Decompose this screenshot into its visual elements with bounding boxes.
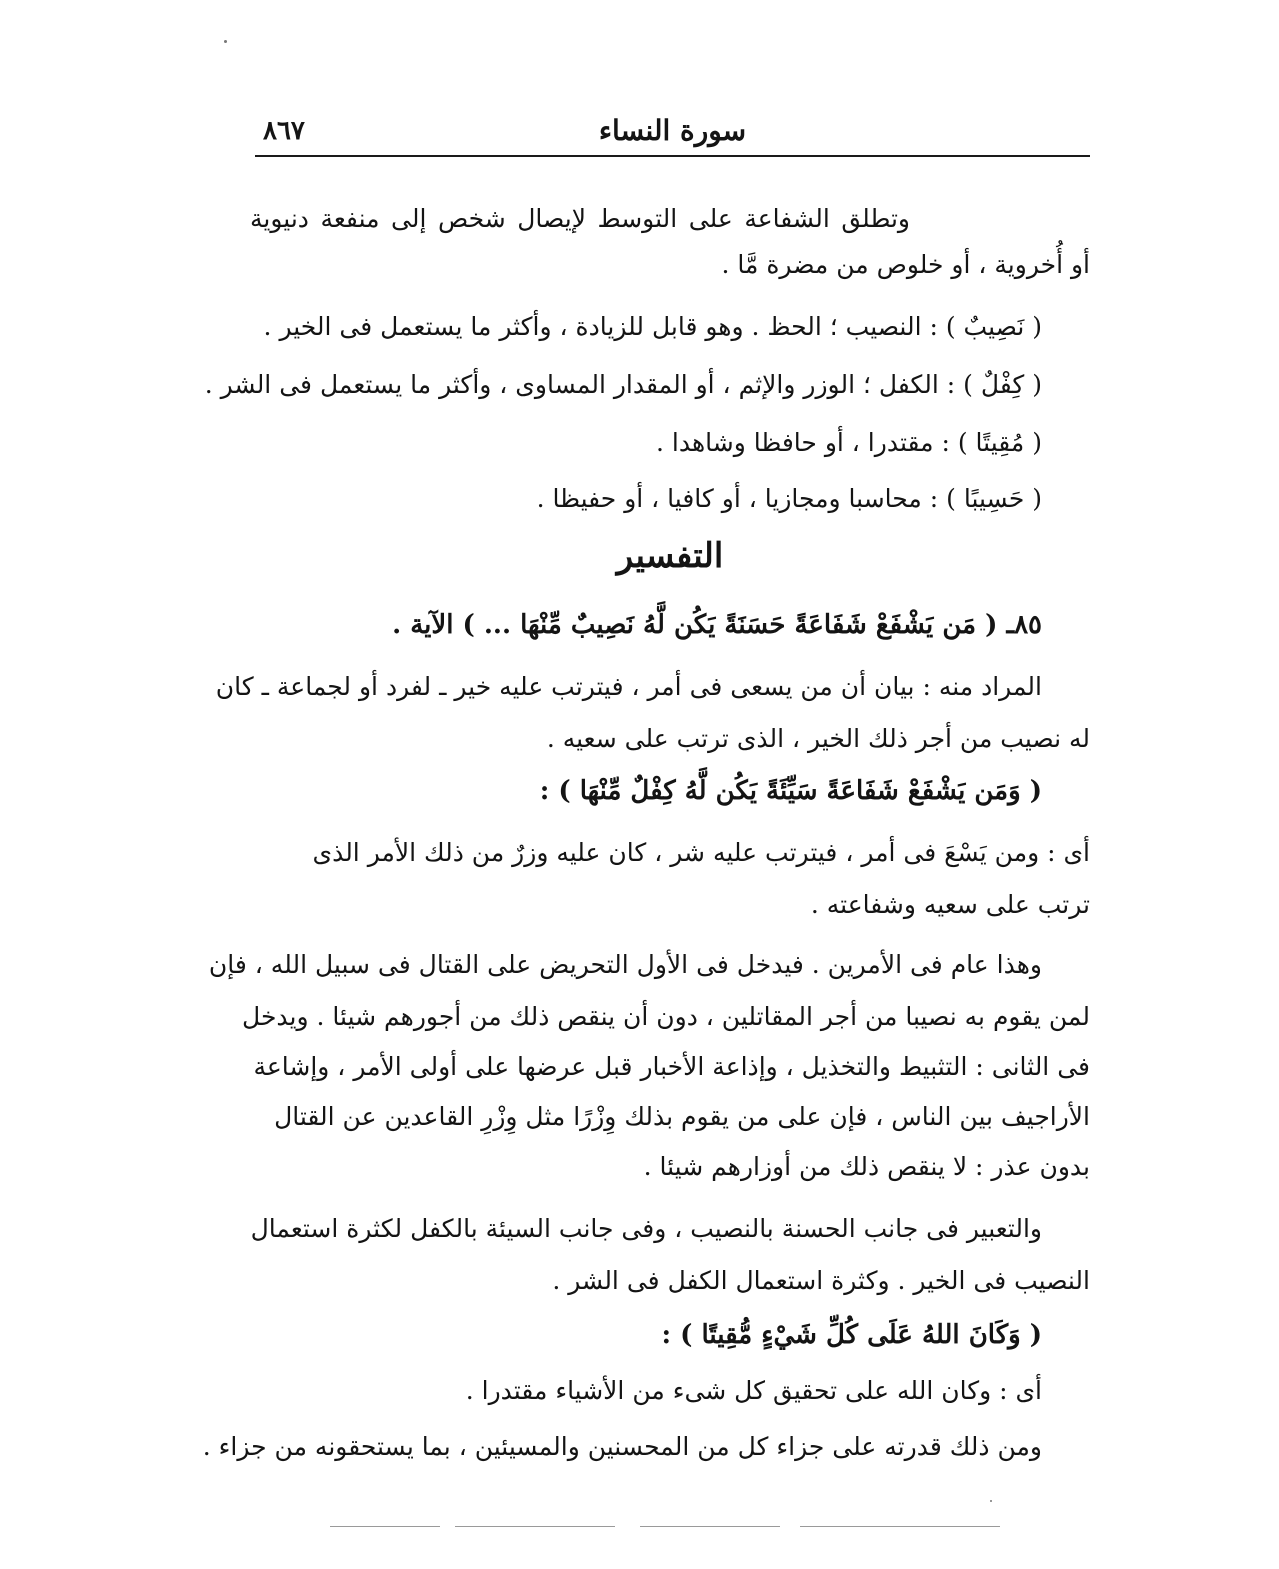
header-rule: [255, 155, 1090, 157]
definition-kifl: ( كِفْلٌ ) : الكفل ؛ الوزر والإثم ، أو المقدار المساوى ، وأكثر ما يستعمل فى الشر .: [204, 370, 1042, 399]
definition-muqit: ( مُقِيتًا ) : مقتدرا ، أو حافظا وشاهدا .: [656, 428, 1042, 457]
paragraph-6-line-1: ومن ذلك قدرته على جزاء كل من المحسنين والمسيئين ، بما يستحقونه من جزاء .: [202, 1432, 1042, 1461]
paragraph-4-line-1: والتعبير فى جانب الحسنة بالنصيب ، وفى جانب السيئة بالكفل لكثرة استعمال: [250, 1214, 1042, 1243]
verse-muqit: ( وَكَانَ اللهُ عَلَى كُلِّ شَيْءٍ مُّقِيتًا ) :: [661, 1320, 1042, 1350]
scan-speck: [990, 1500, 992, 1502]
page-number: ٨٦٧: [263, 116, 305, 146]
paragraph-3-line-5: بدون عذر : لا ينقص ذلك من أوزارهم شيئا .: [643, 1152, 1090, 1181]
paragraph-1-line-1: المراد منه : بيان أن من يسعى فى أمر ، فيترتب عليه خير ـ لفرد أو لجماعة ـ كان: [215, 672, 1042, 701]
definition-nasib: ( نَصِيبٌ ) : النصيب ؛ الحظ . وهو قابل للزيادة ، وأكثر ما يستعمل فى الخير .: [263, 312, 1042, 341]
paragraph-2-line-1: أى : ومن يَسْعَ فى أمر ، فيترتب عليه شر ، كان عليه وزرٌ من ذلك الأمر الذى: [312, 838, 1090, 867]
verse-85: ٨٥ـ ( مَن يَشْفَعْ شَفَاعَةً حَسَنَةً يَكُن لَّهُ نَصِيبٌ مِّنْهَا ... ) الآية .: [392, 610, 1042, 640]
page-header: [255, 110, 1090, 156]
paragraph-2-line-2: ترتب على سعيه وشفاعته .: [810, 890, 1090, 919]
intro-line-1: وتطلق الشفاعة على التوسط لإيصال شخص إلى منفعة دنيوية: [250, 204, 910, 233]
definition-hasib: ( حَسِيبًا ) : محاسبا ومجازيا ، أو كافيا ، أو حفيظا .: [536, 484, 1042, 513]
surah-title: سورة النساء: [598, 114, 747, 147]
scan-artifact-line: [800, 1526, 1000, 1527]
paragraph-3-line-2: لمن يقوم به نصيبا من أجر المقاتلين ، دون أن ينقص ذلك من أجورهم شيئا . ويدخل: [242, 1002, 1090, 1031]
scan-artifact-line: [640, 1526, 780, 1527]
scan-artifact-line: [455, 1526, 615, 1527]
tafsir-heading: التفسير: [616, 536, 724, 576]
paragraph-5-line-1: أى : وكان الله على تحقيق كل شىء من الأشياء مقتدرا .: [465, 1376, 1042, 1405]
paragraph-4-line-2: النصيب فى الخير . وكثرة استعمال الكفل فى الشر .: [552, 1266, 1090, 1295]
paragraph-3-line-3: فى الثانى : التثبيط والتخذيل ، وإذاعة الأخبار قبل عرضها على أولى الأمر ، وإشاعة: [253, 1052, 1090, 1081]
scan-speck: [224, 40, 227, 43]
paragraph-1-line-2: له نصيب من أجر ذلك الخير ، الذى ترتب على سعيه .: [546, 724, 1090, 753]
intro-line-2: أو أُخروية ، أو خلوص من مضرة مَّا .: [721, 250, 1090, 279]
paragraph-3-line-4: الأراجيف بين الناس ، فإن على من يقوم بذلك وِزْرًا مثل وِزْرِ القاعدين عن القتال: [274, 1102, 1090, 1131]
scan-artifact-line: [330, 1526, 440, 1527]
verse-kifl: ( وَمَن يَشْفَعْ شَفَاعَةً سَيِّئَةً يَكُن لَّهُ كِفْلٌ مِّنْهَا ) :: [539, 776, 1042, 806]
paragraph-3-line-1: وهذا عام فى الأمرين . فيدخل فى الأول التحريض على القتال فى سبيل الله ، فإن: [208, 950, 1042, 979]
